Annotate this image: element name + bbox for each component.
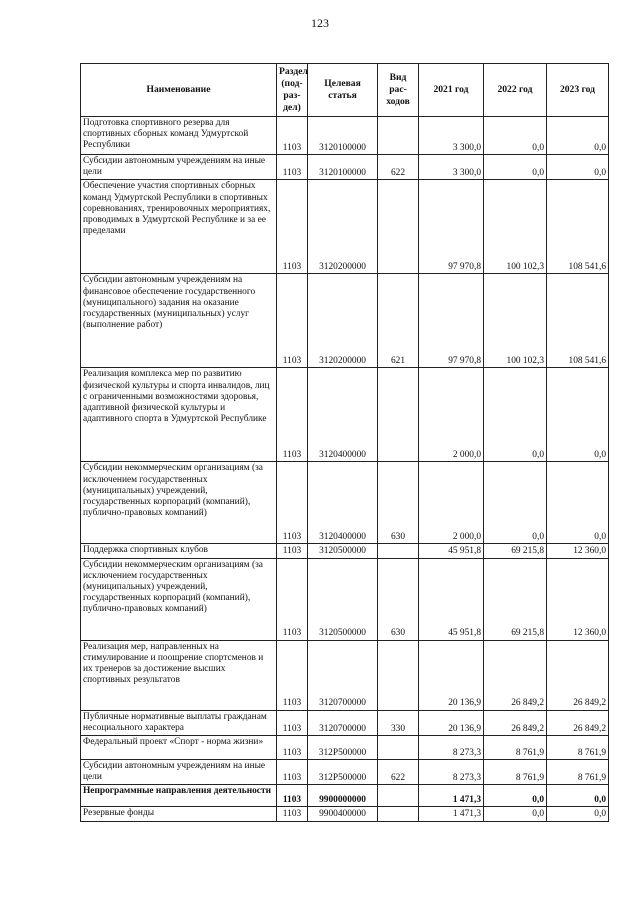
row-section: 1103 — [277, 180, 308, 274]
row-2021: 20 136,9 — [419, 640, 484, 710]
row-2023: 0,0 — [547, 462, 609, 544]
row-kind — [378, 117, 419, 155]
row-kind — [378, 807, 419, 821]
row-2022: 69 215,8 — [484, 558, 547, 640]
row-section: 1103 — [277, 736, 308, 760]
header-section: Раздел (под-раз-дел) — [277, 64, 308, 117]
row-2023: 0,0 — [547, 117, 609, 155]
row-2023: 0,0 — [547, 155, 609, 180]
row-kind — [378, 368, 419, 462]
row-2023: 0,0 — [547, 368, 609, 462]
row-2021: 20 136,9 — [419, 710, 484, 735]
row-kind: 622 — [378, 760, 419, 785]
row-name: Непрограммные направления деятельности — [81, 785, 277, 807]
row-section: 1103 — [277, 544, 308, 558]
row-name: Субсидии автономным учреждениям на иные цели — [81, 760, 277, 785]
row-kind — [378, 544, 419, 558]
row-2022: 100 102,3 — [484, 274, 547, 368]
row-section: 1103 — [277, 710, 308, 735]
row-2021: 3 300,0 — [419, 117, 484, 155]
row-target: 3120200000 — [308, 180, 378, 274]
header-2023: 2023 год — [547, 64, 609, 117]
row-name: Субсидии некоммерческим организациям (за исключением государственных (муниципальных) учреждений, государственных корпораций (компаний), публично-правовых компаний) — [81, 558, 277, 640]
table-row — [81, 760, 609, 785]
table-row — [81, 558, 609, 640]
row-kind: 630 — [378, 462, 419, 544]
row-name: Субсидии автономным учреждениям на иные цели — [81, 155, 277, 180]
row-section: 1103 — [277, 368, 308, 462]
row-2022: 100 102,3 — [484, 180, 547, 274]
row-2023: 8 761,9 — [547, 760, 609, 785]
row-name: Федеральный проект «Спорт - норма жизни» — [81, 736, 277, 760]
budget-table — [80, 63, 609, 822]
table-header-row — [81, 64, 609, 117]
row-2022: 0,0 — [484, 462, 547, 544]
row-2021: 97 970,8 — [419, 180, 484, 274]
row-kind — [378, 785, 419, 807]
row-2021: 1 471,3 — [419, 785, 484, 807]
row-target: 3120100000 — [308, 155, 378, 180]
row-2022: 26 849,2 — [484, 640, 547, 710]
row-2022: 0,0 — [484, 368, 547, 462]
row-2022: 0,0 — [484, 155, 547, 180]
row-target: 3120500000 — [308, 544, 378, 558]
table-row — [81, 180, 609, 274]
row-2022: 8 761,9 — [484, 760, 547, 785]
row-name: Публичные нормативные выплаты гражданам несоциального характера — [81, 710, 277, 735]
row-target: 9900000000 — [308, 785, 378, 807]
row-2022: 0,0 — [484, 117, 547, 155]
row-target: 9900400000 — [308, 807, 378, 821]
row-2021: 2 000,0 — [419, 368, 484, 462]
header-target: Целевая статья — [308, 64, 378, 117]
row-name: Поддержка спортивных клубов — [81, 544, 277, 558]
row-section: 1103 — [277, 785, 308, 807]
header-2021: 2021 год — [419, 64, 484, 117]
row-name: Реализация мер, направленных на стимулирование и поощрение спортсменов и их тренеров за достижение высших спортивных результатов — [81, 640, 277, 710]
page-number: 123 — [311, 16, 329, 30]
row-target: 3120100000 — [308, 117, 378, 155]
row-section: 1103 — [277, 155, 308, 180]
header-2022: 2022 год — [484, 64, 547, 117]
row-kind: 330 — [378, 710, 419, 735]
row-section: 1103 — [277, 117, 308, 155]
row-target: 3120700000 — [308, 640, 378, 710]
row-2022: 69 215,8 — [484, 544, 547, 558]
row-2023: 8 761,9 — [547, 736, 609, 760]
table-row — [81, 117, 609, 155]
row-target: 3120400000 — [308, 368, 378, 462]
row-section: 1103 — [277, 558, 308, 640]
row-name: Подготовка спортивного резерва для спортивных сборных команд Удмуртской Республики — [81, 117, 277, 155]
row-2023: 0,0 — [547, 807, 609, 821]
row-section: 1103 — [277, 462, 308, 544]
row-2022: 0,0 — [484, 785, 547, 807]
table-body — [81, 117, 609, 822]
row-target: 312P500000 — [308, 736, 378, 760]
row-2021: 45 951,8 — [419, 544, 484, 558]
row-kind — [378, 736, 419, 760]
table-row — [81, 807, 609, 821]
row-section: 1103 — [277, 807, 308, 821]
row-target: 3120500000 — [308, 558, 378, 640]
table-row — [81, 785, 609, 807]
row-kind — [378, 180, 419, 274]
row-2021: 45 951,8 — [419, 558, 484, 640]
header-name: Наименование — [81, 64, 277, 117]
row-2021: 8 273,3 — [419, 760, 484, 785]
row-target: 312P500000 — [308, 760, 378, 785]
row-2021: 1 471,3 — [419, 807, 484, 821]
row-kind: 630 — [378, 558, 419, 640]
table-row — [81, 736, 609, 760]
row-2023: 12 360,0 — [547, 558, 609, 640]
table-row — [81, 155, 609, 180]
row-target: 3120200000 — [308, 274, 378, 368]
row-2023: 26 849,2 — [547, 640, 609, 710]
row-section: 1103 — [277, 640, 308, 710]
row-2022: 8 761,9 — [484, 736, 547, 760]
row-kind: 622 — [378, 155, 419, 180]
row-kind — [378, 640, 419, 710]
header-kind: Вид рас-ходов — [378, 64, 419, 117]
row-2023: 108 541,6 — [547, 180, 609, 274]
row-2021: 2 000,0 — [419, 462, 484, 544]
table-row — [81, 274, 609, 368]
table-row — [81, 368, 609, 462]
row-target: 3120400000 — [308, 462, 378, 544]
row-2023: 12 360,0 — [547, 544, 609, 558]
row-name: Субсидии автономным учреждениям на финансовое обеспечение государственного (муниципального) задания на оказание государственных (муниципальных) услуг (выполнение работ) — [81, 274, 277, 368]
row-2023: 0,0 — [547, 785, 609, 807]
row-section: 1103 — [277, 274, 308, 368]
row-name: Обеспечение участия спортивных сборных команд Удмуртской Республики в спортивных соревнованиях, тренировочных мероприятиях, проводимых в Удмуртской Республике и за ее пределами — [81, 180, 277, 274]
row-2023: 108 541,6 — [547, 274, 609, 368]
row-2021: 3 300,0 — [419, 155, 484, 180]
row-2023: 26 849,2 — [547, 710, 609, 735]
table-row — [81, 462, 609, 544]
table-row — [81, 640, 609, 710]
row-2021: 97 970,8 — [419, 274, 484, 368]
row-section: 1103 — [277, 760, 308, 785]
table-row — [81, 710, 609, 735]
row-2021: 8 273,3 — [419, 736, 484, 760]
row-kind: 621 — [378, 274, 419, 368]
row-name: Реализация комплекса мер по развитию физической культуры и спорта инвалидов, лиц с ограниченными возможностями здоровья, адаптивной физической культуры и адаптивного спорта в Удмуртской Республике — [81, 368, 277, 462]
row-target: 3120700000 — [308, 710, 378, 735]
table-row — [81, 544, 609, 558]
row-2022: 0,0 — [484, 807, 547, 821]
row-name: Резервные фонды — [81, 807, 277, 821]
row-name: Субсидии некоммерческим организациям (за исключением государственных (муниципальных) учреждений, государственных корпораций (компаний), публично-правовых компаний) — [81, 462, 277, 544]
row-2022: 26 849,2 — [484, 710, 547, 735]
